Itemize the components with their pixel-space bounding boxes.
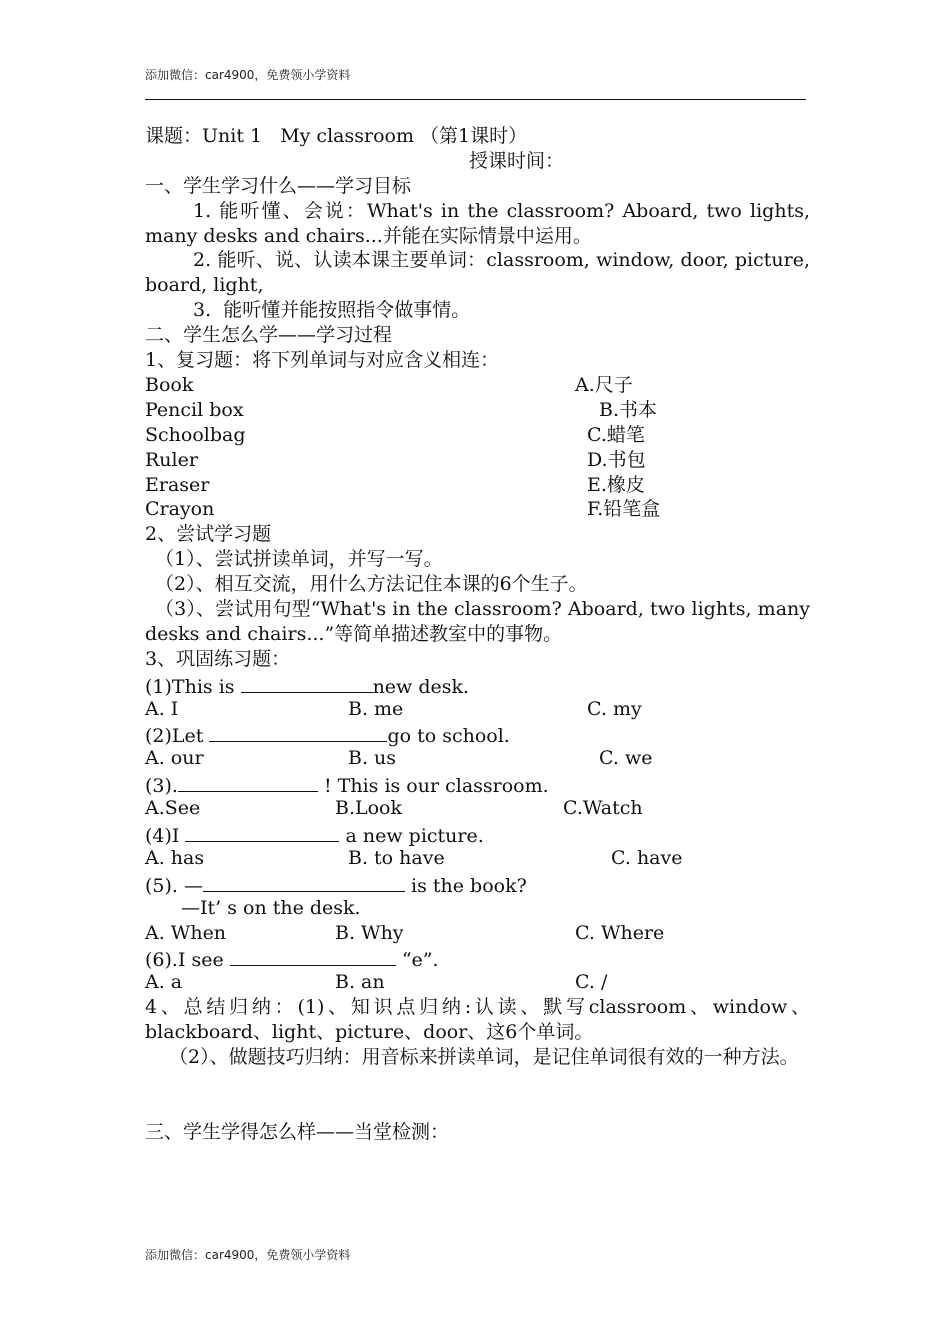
answer-blank[interactable] (185, 821, 339, 842)
lesson-title: 课题：Unit 1 My classroom （第1课时） (145, 125, 528, 147)
try-item-1: （1）、尝试拼读单词，并写一写。 (155, 548, 443, 571)
section3-heading: 三、学生学得怎么样——当堂检测： (145, 1120, 450, 1143)
goal-item-1: 1. 能听懂、会说：What's in the classroom? Aboard, two lights, many desks and chairs...并能在实际情景中运用。 (145, 199, 810, 247)
question-3-options (145, 796, 810, 821)
match-word: Eraser (145, 473, 210, 496)
match-row (145, 448, 810, 473)
match-row (145, 373, 810, 398)
question-1-options (145, 697, 810, 722)
match-word: Crayon (145, 498, 215, 521)
option-b[interactable]: B. Why (335, 921, 404, 944)
question-text: “e”. (395, 949, 439, 972)
question-text: go to school. (387, 725, 510, 748)
question-text: (4)I (145, 825, 186, 848)
question-3 (145, 771, 810, 796)
question-4 (145, 821, 810, 846)
option-c[interactable]: C. Where (575, 921, 665, 944)
match-row (145, 423, 810, 448)
practice-title: 3、巩固练习题： (145, 647, 291, 670)
try-title: 2、尝试学习题 (145, 523, 272, 546)
question-6-options (145, 970, 810, 995)
option-c[interactable]: C. we (599, 747, 653, 770)
match-meaning: B.书本 (599, 398, 658, 421)
question-text: is the book? (405, 874, 527, 897)
option-b[interactable]: B. us (348, 747, 397, 770)
answer-blank[interactable] (230, 945, 396, 966)
question-5-answer-line: —It’ s on the desk. (181, 896, 361, 919)
question-4-options (145, 846, 810, 871)
option-c[interactable]: C.Watch (563, 797, 643, 820)
summary-technique: （2）、做题技巧归纳：用音标来拼读单词，是记住单词很有效的一种方法。 (169, 1046, 799, 1069)
question-text: (6).I see (145, 949, 230, 972)
question-2-options (145, 746, 810, 771)
option-a[interactable]: A. a (145, 971, 183, 994)
option-b[interactable]: B. me (348, 697, 404, 720)
question-1 (145, 672, 810, 697)
summary-knowledge: 4、总结归纳：(1)、知识点归纳:认读、默写classroom、window、blackboard、light、picture、door、这6个单词。 (145, 996, 810, 1044)
option-a[interactable]: A. has (145, 846, 205, 869)
question-text: (2)Let (145, 725, 210, 748)
page-footer-note: 添加微信：car4900，免费领小学资料 (145, 1248, 351, 1262)
goal-item-2: 2. 能听、说、认读本课主要单词：classroom, window, door, picture, board, light, (145, 249, 810, 297)
option-b[interactable]: B.Look (335, 797, 403, 820)
question-text: (3). (145, 775, 178, 798)
question-6 (145, 945, 810, 970)
try-item-3: （3）、尝试用句型“What's in the classroom? Aboard, two lights, many desks and chairs...”等简单描述教室中的事物。 (145, 597, 810, 645)
match-word: Schoolbag (145, 423, 246, 446)
section2-heading: 二、学生怎么学——学习过程 (145, 324, 393, 347)
answer-blank[interactable] (209, 721, 387, 742)
question-text: ! This is our classroom. (317, 775, 549, 798)
match-word: Book (145, 373, 194, 396)
answer-blank[interactable] (178, 771, 318, 792)
question-5 (145, 871, 810, 896)
lesson-time-label: 授课时间： (469, 149, 565, 172)
page-header-note: 添加微信：car4900，免费领小学资料 (145, 68, 351, 82)
review-title: 1、复习题：将下列单词与对应含义相连： (145, 349, 500, 372)
lesson-document (145, 124, 810, 1145)
match-meaning: C.蜡笔 (587, 423, 645, 446)
match-meaning: E.橡皮 (587, 473, 645, 496)
option-b[interactable]: B. to have (348, 846, 445, 869)
match-meaning: A.尺子 (575, 373, 633, 396)
match-row (145, 473, 810, 498)
goal-item-3: 3. 能听懂并能按照指令做事情。 (193, 299, 471, 322)
header-divider (145, 99, 806, 100)
option-c[interactable]: C. / (575, 971, 608, 994)
option-c[interactable]: C. have (611, 846, 683, 869)
option-a[interactable]: A. our (145, 747, 204, 770)
option-a[interactable]: A. When (145, 921, 227, 944)
answer-blank[interactable] (241, 672, 373, 693)
match-row (145, 497, 810, 522)
option-b[interactable]: B. an (335, 971, 385, 994)
question-text: new desk. (372, 675, 470, 698)
question-5-options (145, 921, 810, 946)
option-a[interactable]: A.See (145, 797, 201, 820)
match-row (145, 398, 810, 423)
option-a[interactable]: A. I (145, 697, 179, 720)
section1-heading: 一、学生学习什么——学习目标 (145, 174, 412, 197)
match-word: Pencil box (145, 398, 244, 421)
try-item-2: （2）、相互交流，用什么方法记住本课的6个生子。 (155, 573, 588, 596)
match-meaning: D.书包 (587, 448, 646, 471)
question-text: (1)This is (145, 675, 241, 698)
option-c[interactable]: C. my (587, 697, 642, 720)
question-text: (5). — (145, 874, 203, 897)
question-text: a new picture. (339, 825, 484, 848)
match-meaning: F.铅笔盒 (587, 498, 661, 521)
answer-blank[interactable] (203, 871, 405, 892)
match-word: Ruler (145, 448, 198, 471)
question-2 (145, 721, 810, 746)
